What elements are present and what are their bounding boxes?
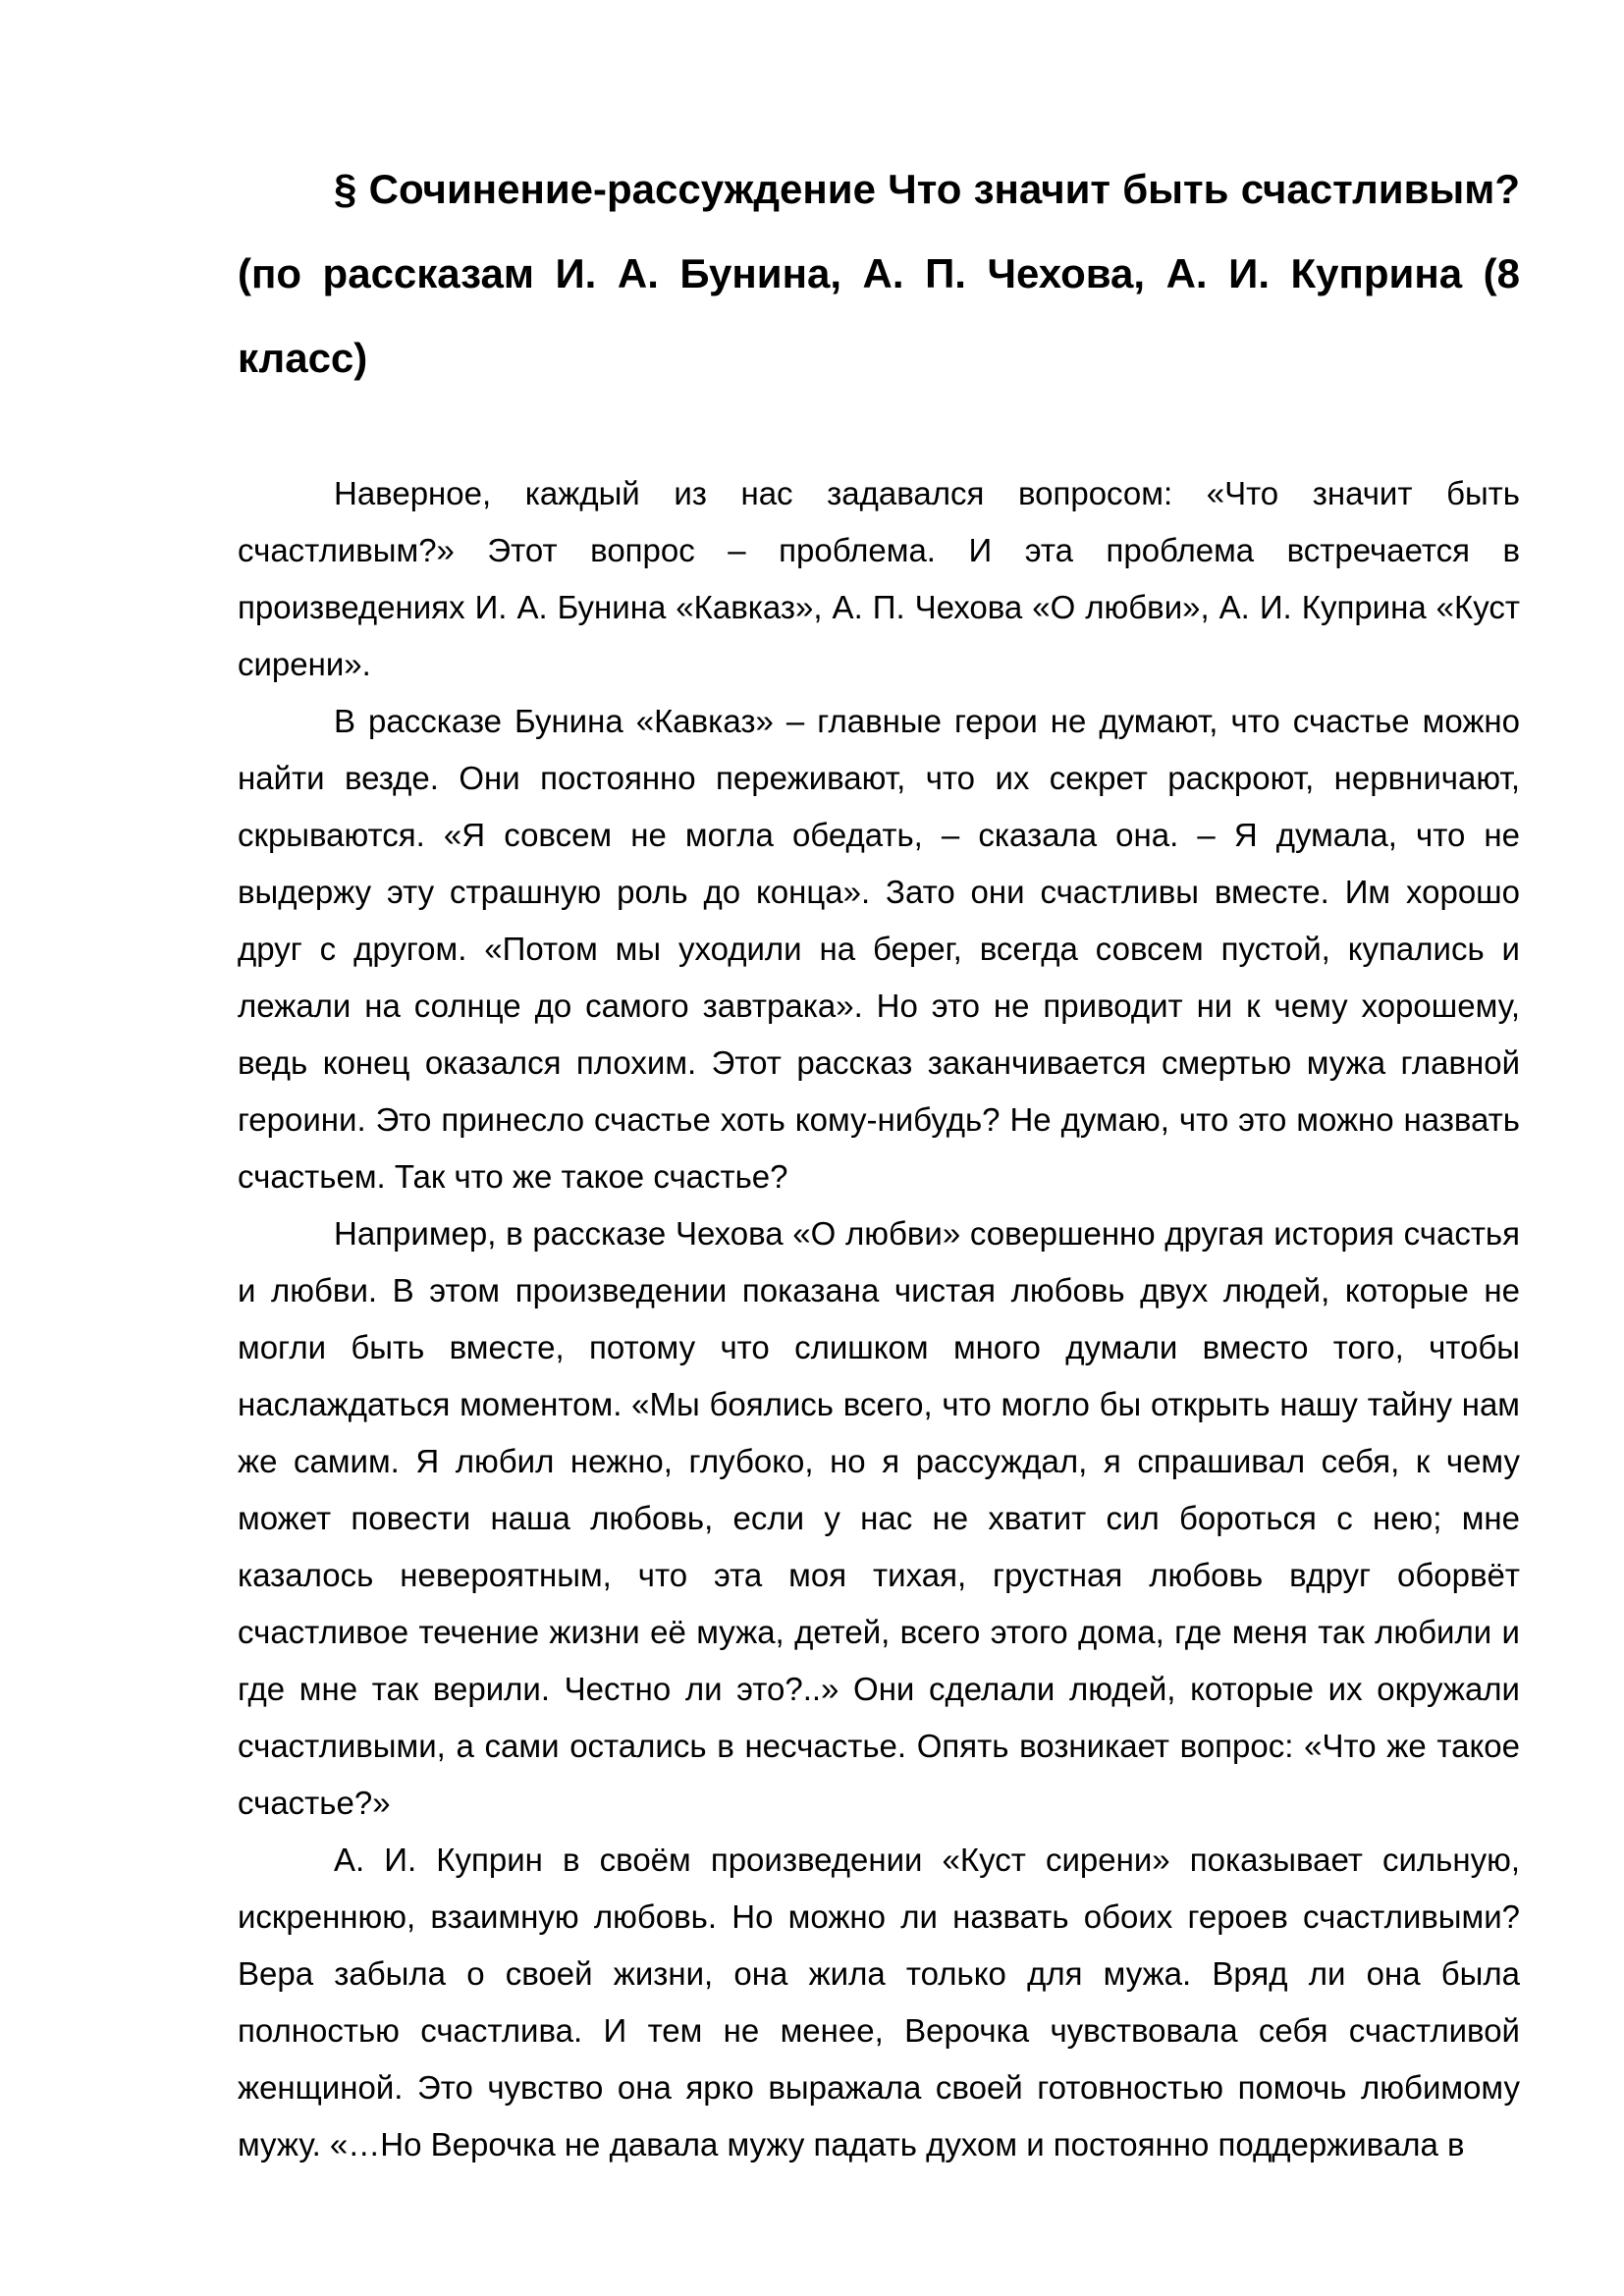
paragraph-bunin: В рассказе Бунина «Кавказ» – главные герои не думают, что счастье можно найти везде. Они постоянно переживают, что их секрет раскроют, нервничают, скрываются. «Я совсем не могла обедать, – сказала она. – Я думала, что не выдержу эту страшную роль до конца». Зато они счастливы вместе. Им хорошо друг с другом. «Потом мы уходили на берег, всегда совсем пустой, купались и лежали на солнце до самого завтрака». Но это не приводит ни к чему хорошему, ведь конец оказался плохим. Этот рассказ заканчивается смертью мужа главной героини. Это принесло счастье хоть кому-нибудь? Не думаю, что это можно назвать счастьем. Так что же такое счастье? xyxy=(238,703,1520,1195)
paragraph-chekhov: Например, в рассказе Чехова «О любви» совершенно другая история счастья и любви. В этом произведении показана чистая любовь двух людей, которые не могли быть вместе, потому что слишком много думали вместо того, чтобы наслаждаться моментом. «Мы боялись всего, что могло бы открыть нашу тайну нам же самим. Я любил нежно, глубоко, но я рассуждал, я спрашивал себя, к чему может повести наша любовь, если у нас не хватит сил бороться с нею; мне казалось невероятным, что эта моя тихая, грустная любовь вдруг оборвёт счастливое течение жизни её мужа, детей, всего этого дома, где меня так любили и где мне так верили. Честно ли это?..» Они сделали людей, которые их окружали счастливыми, а сами остались в несчастье. Опять возникает вопрос: «Что же такое счастье?» xyxy=(238,1215,1520,1821)
document-title: § Сочинение-рассуждение Что значит быть счастливым? (по рассказам И. А. Бунина, А. П. Чехова, А. И. Куприна (8 класс) xyxy=(238,166,1520,381)
document-body xyxy=(238,465,1520,2173)
document-page xyxy=(238,147,1520,2173)
paragraph-intro: Наверное, каждый из нас задавался вопросом: «Что значит быть счастливым?» Этот вопрос – проблема. И эта проблема встречается в произведениях И. А. Бунина «Кавказ», А. П. Чехова «О любви», А. И. Куприна «Куст сирени». xyxy=(238,475,1520,682)
paragraph-kuprin: А. И. Куприн в своём произведении «Куст сирени» показывает сильную, искреннюю, взаимную любовь. Но можно ли назвать обоих героев счастливыми? Вера забыла о своей жизни, она жила только для мужа. Вряд ли она была полностью счастлива. И тем не менее, Верочка чувствовала себя счастливой женщиной. Это чувство она ярко выражала своей готовностью помочь любимому мужу. «…Но Верочка не давала мужу падать духом и постоянно поддерживала в xyxy=(238,1842,1520,2163)
